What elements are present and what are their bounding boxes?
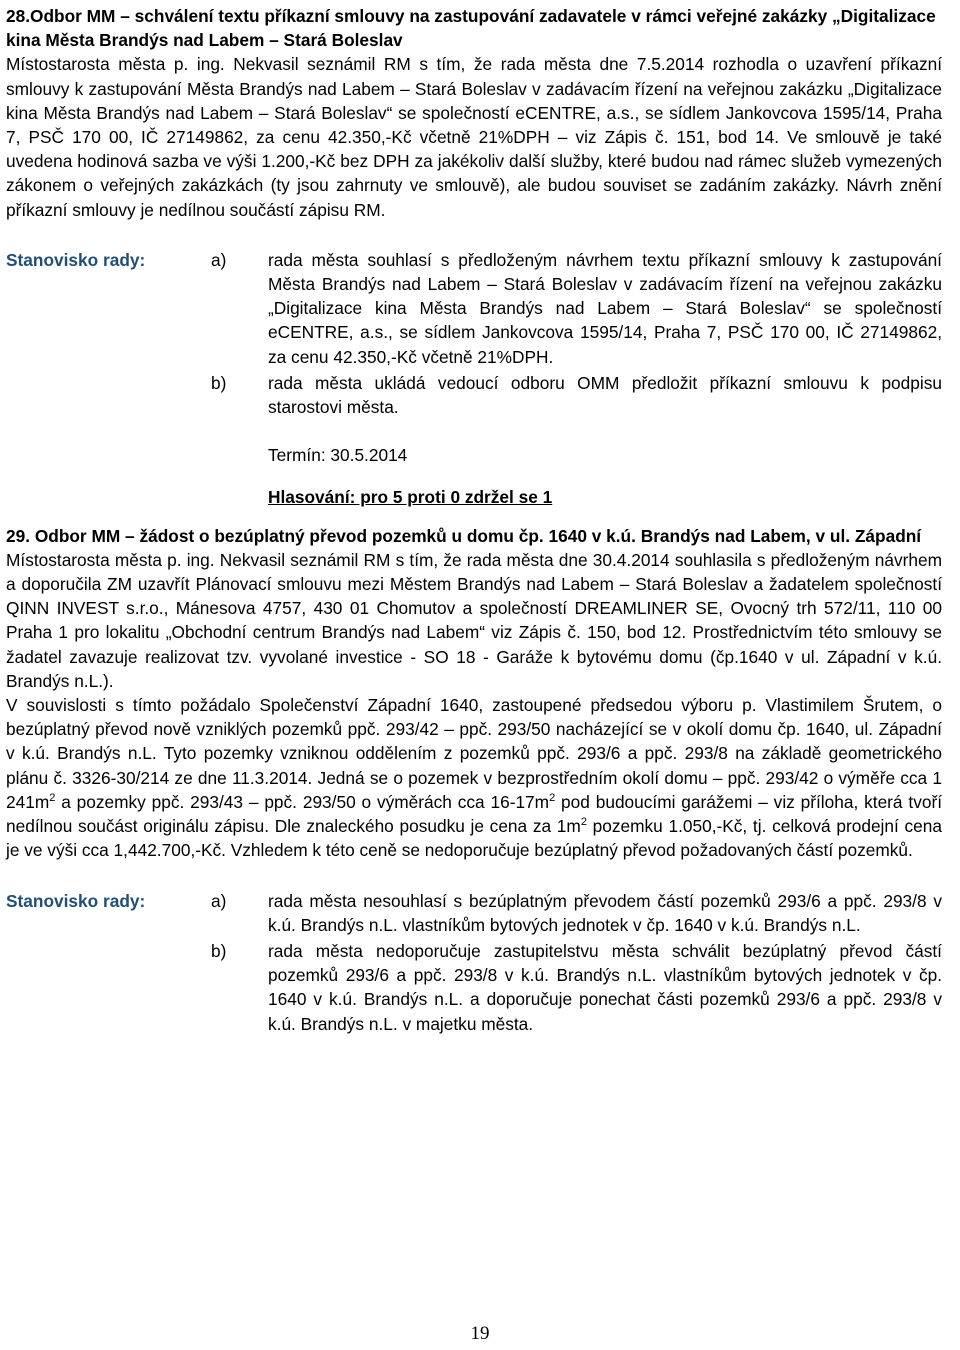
section-29-heading: 29. Odbor MM – žádost o bezúplatný převod pozemků u domu čp. 1640 v k.ú. Brandýs nad Labem, v ul. Západní <box>6 525 922 546</box>
page-number: 19 <box>470 1323 490 1344</box>
superscript: 2 <box>49 792 56 805</box>
section-28-stanovisko <box>6 248 942 421</box>
section-29-paragraph-2 <box>6 693 942 862</box>
section-29-paragraph-1: Místostarosta města p. ing. Nekvasil seznámil RM s tím, že rada města dne 30.4.2014 souhlasila s předloženým návrhem a doporučila ZM uzavřít Plánovací smlouvu mezi Městem Brandýs nad Labem – Stará Boleslav a žadatelem společností QINN INVEST s.r.o., Mánesova 4757, 430 01 Chomutov a společností DREAMLINER SE, Ovocný trh 572/11, 110 00 Praha 1 pro lokalitu „Obchodní centrum Brandýs nad Labem“ viz Zápis č. 150, bod 12. Prostřednictvím této smlouvy se žadatel zavazuje realizovat tzv. vyvolané investice - SO 18 - Garáže k bytovému domu (čp.1640 v ul. Západní v k.ú. Brandýs n.L.). <box>6 549 942 691</box>
superscript: 2 <box>549 792 556 805</box>
item-letter: b) <box>211 940 227 961</box>
resolution-item <box>211 889 942 937</box>
stanovisko-items <box>211 248 942 421</box>
item-text: rada města nesouhlasí s bezúplatným převodem částí pozemků 293/6 a ppč. 293/8 v k.ú. Brandýs n.L. vlastníkům bytových jednotek v čp. 1640 v k.ú. Brandýs n.L. <box>268 890 942 935</box>
resolution-item <box>211 248 942 369</box>
p2-text: pozemku 1.050,-Kč, tj. celková prodejní cena je ve výši cca 1,442.700,-Kč. Vzhledem k této ceně se nedoporučuje bezúplatný převod požadovaných částí pozemků. <box>6 816 942 861</box>
item-text: rada města souhlasí s předloženým návrhem textu příkazní smlouvy k zastupování Města Brandýs nad Labem – Stará Boleslav v zadávacím řízení na veřejnou zakázku „Digitalizace kina Města Brandýs nad Labem – Stará Boleslav“ se společností eCENTRE, a.s., se sídlem Jankovcova 1595/14, Praha 7, PSČ 170 00, IČ 27149862, za cenu 42.350,-Kč včetně 21%DPH. <box>268 249 942 367</box>
resolution-item <box>211 939 942 1036</box>
hlasovani <box>268 485 942 509</box>
section-28-body: Místostarosta města p. ing. Nekvasil seznámil RM s tím, že rada města dne 7.5.2014 rozhodla o uzavření příkazní smlouvy k zastupování Města Brandýs nad Labem – Stará Boleslav v zadávacím řízení na veřejnou zakázku „Digitalizace kina Města Brandýs nad Labem – Stará Boleslav“ se společností eCENTRE, a.s., se sídlem Jankovcova 1595/14, Praha 7, PSČ 170 00, IČ 27149862, za cenu 42.350,-Kč včetně 21%DPH – viz Zápis č. 151, bod 14. Ve smlouvě je také uvedena hodinová sazba ve výši 1.200,-Kč bez DPH za jakékoliv další služby, které budou nad rámec služeb vymezených zákonem o veřejných zakázkách (ty jsou zahrnuty ve smlouvě), ale budou souviset se zadáním zakázky. Návrh znění příkazní smlouvy je nedílnou součástí zápisu RM. <box>6 54 942 220</box>
item-text: rada města nedoporučuje zastupitelstvu města schválit bezúplatný převod částí pozemků 293/6 a ppč. 293/8 v k.ú. Brandýs n.L. vlastníkům bytových jednotek v čp. 1640 v k.ú. Brandýs n.L. a doporučuje ponechat části pozemků 293/6 a ppč. 293/8 v k.ú. Brandýs n.L. v majetku města. <box>268 940 942 1034</box>
superscript: 2 <box>580 816 587 829</box>
stanovisko-label: Stanovisko rady: <box>6 249 146 270</box>
stanovisko-label: Stanovisko rady: <box>6 890 146 911</box>
hlasovani-text: Hlasování: pro 5 proti 0 zdržel se 1 <box>268 487 553 508</box>
item-letter: a) <box>211 890 227 911</box>
p2-text: a pozemky ppč. 293/43 – ppč. 293/50 o výměrách cca 16-17m <box>55 791 550 812</box>
resolution-item <box>211 371 942 419</box>
section-29 <box>6 524 942 1038</box>
section-29-stanovisko <box>6 889 942 1038</box>
section-28-heading: 28.Odbor MM – schválení textu příkazní smlouvy na zastupování zadavatele v rámci veřejné zakázky „Digitalizace kina Města Brandýs nad Labem – Stará Boleslav <box>6 6 936 51</box>
p2-text: pod budoucími garážemi – viz příloha, která tvoří nedílnou součást originálu zápisu. Dle znaleckého posudku je cena za 1m <box>6 791 943 837</box>
section-28 <box>6 4 942 510</box>
termin: Termín: 30.5.2014 <box>268 445 408 466</box>
stanovisko-items <box>211 889 942 1038</box>
item-letter: a) <box>211 249 227 270</box>
item-letter: b) <box>211 372 227 393</box>
item-text: rada města ukládá vedoucí odboru OMM předložit příkazní smlouvu k podpisu starostovi města. <box>268 372 942 418</box>
p2-text: V souvislosti s tímto požádalo Společenství Západní 1640, zastoupené předsedou výboru p. Vlastimilem Šrutem, o bezúplatný převod nově vzniklých pozemků ppč. 293/42 – ppč. 293/50 nacházející se v okolí domu čp. 1640, ul. Západní v k.ú. Brandýs n.L. Tyto pozemky vzniknou oddělením z pozemků ppč. 293/6 a ppč. 293/8 na základě geometrického plánu č. 3326-30/214 ze dne 11.3.2014. Jedná se o pozemek v bezprostředním okolí domu – ppč. 293/42 o výměře cca 1 241m <box>6 695 942 812</box>
document-page <box>6 4 942 1038</box>
